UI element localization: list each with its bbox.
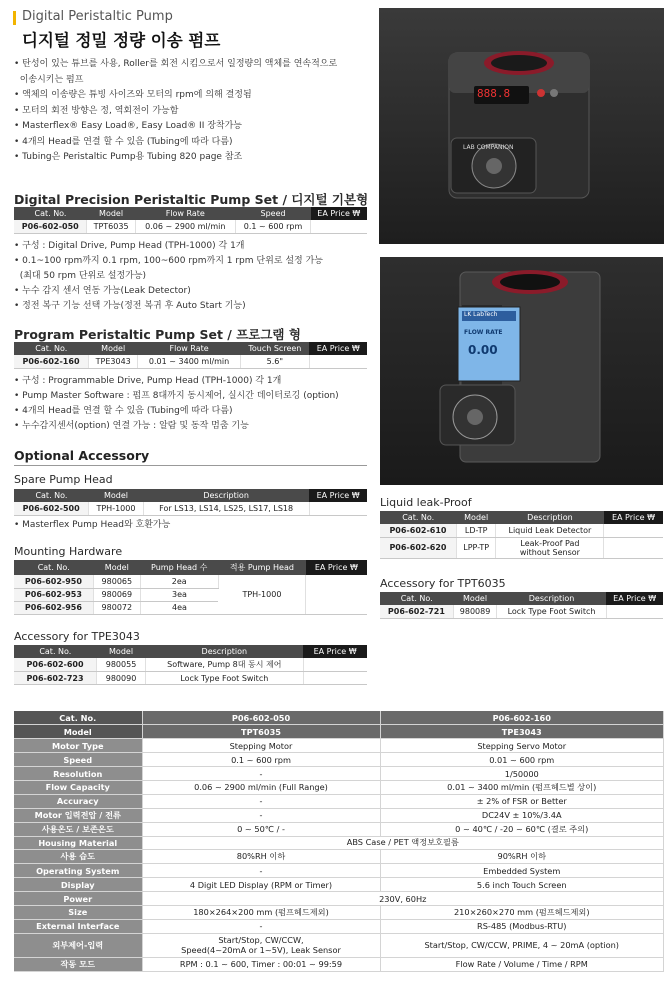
table-cell	[604, 537, 663, 558]
spec-value: Embedded System	[380, 864, 664, 878]
column-header: 적용 Pump Head	[218, 560, 306, 575]
column-header: Pump Head 수	[140, 560, 218, 575]
spec-value: 0 ~ 50℃ / -	[142, 822, 380, 836]
table-row	[14, 575, 367, 588]
table-cell	[606, 605, 663, 618]
column-header: Model	[453, 592, 496, 605]
spec-label: Size	[14, 905, 142, 919]
column-header: Cat. No.	[14, 207, 87, 220]
table-cell: 980090	[97, 672, 146, 685]
table-cell	[309, 355, 367, 368]
table-cell	[604, 524, 663, 537]
spec-value: P06-602-160	[380, 711, 664, 725]
spec-value: RPM : 0.1 ~ 600, Timer : 00:01 ~ 99:59	[142, 957, 380, 971]
spec-value: 210×260×270 mm (펌프헤드제외)	[380, 905, 664, 919]
device1-brand: LAB COMPANION	[463, 144, 514, 151]
spec-table	[14, 711, 664, 972]
page-subtitle: Digital Peristaltic Pump	[22, 9, 173, 24]
bullet-line: • 4개의 Head를 연결 할 수 있음 (Tubing에 따라 다름)	[14, 406, 233, 416]
column-header: Cat. No.	[14, 645, 97, 658]
table-row	[14, 658, 367, 672]
spec-row	[14, 892, 664, 906]
spec-label: Resolution	[14, 767, 142, 781]
table-cell	[303, 658, 367, 672]
table-cell: 980072	[93, 601, 140, 614]
table-cell: TPT6035	[87, 220, 135, 233]
table-cell: P06-602-500	[14, 502, 89, 515]
table-row	[14, 355, 367, 368]
spec-label: Housing Material	[14, 836, 142, 850]
spec-value: -	[142, 919, 380, 933]
table-cell: 0.06 ~ 2900 ml/min	[135, 220, 235, 233]
spec-value: 90%RH 이하	[380, 850, 664, 864]
intro-bullets	[14, 57, 369, 166]
table-cell: 980065	[93, 575, 140, 588]
table-row	[14, 220, 367, 233]
spec-label: Power	[14, 892, 142, 906]
bullet-line: 이송시키는 펌프	[14, 74, 84, 85]
table-cell: P06-602-953	[14, 588, 93, 601]
table-cell: P06-602-620	[380, 537, 456, 558]
spec-label: Accuracy	[14, 794, 142, 808]
spare-note: • Masterflex Pump Head와 호환가능	[14, 520, 171, 530]
spec-value: 0.01 ~ 3400 ml/min (펌프헤드별 상이)	[380, 780, 664, 794]
bullet-line: • 액체의 이송량은 튜빙 사이즈와 모터의 rpm에 의해 결정됨	[14, 90, 252, 100]
column-header: EA Price ₩	[606, 592, 663, 605]
spec-value: TPT6035	[142, 725, 380, 739]
spec-row	[14, 711, 664, 725]
spec-label: Flow Capacity	[14, 780, 142, 794]
table-cell	[311, 220, 367, 233]
spec-label: 작동 모드	[14, 957, 142, 971]
spec-value: 180×264×200 mm (펌프헤드제외)	[142, 905, 380, 919]
table-cell: Liquid Leak Detector	[496, 524, 604, 537]
table-cell: P06-602-723	[14, 672, 97, 685]
program-set-bullets	[14, 374, 339, 434]
spec-value: -	[142, 767, 380, 781]
spec-label: 사용온도 / 보존온도	[14, 822, 142, 836]
table-cell: Lock Type Foot Switch	[497, 605, 607, 618]
spec-value: Stepping Motor	[142, 739, 380, 753]
spec-value: P06-602-050	[142, 711, 380, 725]
device1-display: 888.8	[477, 87, 511, 100]
column-header: Model	[456, 511, 495, 524]
spec-value: 0.06 ~ 2900 ml/min (Full Range)	[142, 780, 380, 794]
spec-row	[14, 739, 664, 753]
program-set-title: Program Peristaltic Pump Set / 프로그램 형	[14, 327, 301, 342]
table-cell: Leak-Proof Pad without Sensor	[496, 537, 604, 558]
spec-value: 80%RH 이하	[142, 850, 380, 864]
spec-row	[14, 822, 664, 836]
table-cell: P06-602-050	[14, 220, 87, 233]
table-row	[14, 672, 367, 685]
table-cell	[303, 672, 367, 685]
column-header: Cat. No.	[380, 592, 453, 605]
column-header: EA Price ₩	[309, 342, 367, 355]
table-cell: LD-TP	[456, 524, 495, 537]
table-cell: Software, Pump 8대 동시 제어	[145, 658, 303, 672]
spec-row	[14, 850, 664, 864]
column-header: Cat. No.	[14, 560, 93, 575]
table-cell: P06-602-160	[14, 355, 89, 368]
spec-value: -	[142, 808, 380, 822]
spec-label: 외부제어-입력	[14, 933, 142, 957]
spec-row	[14, 864, 664, 878]
table-cell: TPE3043	[89, 355, 138, 368]
spec-value: 1/50000	[380, 767, 664, 781]
bullet-line: • Pump Master Software : 펌프 8대까지 동시제어, 실시간 데이터로깅 (option)	[14, 391, 339, 401]
column-header: Flow Rate	[135, 207, 235, 220]
column-header: Model	[89, 489, 143, 502]
optional-divider	[14, 465, 367, 466]
table-cell: For LS13, LS14, LS25, LS17, LS18	[143, 502, 309, 515]
spec-row	[14, 957, 664, 971]
column-header: EA Price ₩	[309, 489, 367, 502]
spec-row	[14, 767, 664, 781]
bullet-line: • 모터의 회전 방향은 정, 역회전이 가능함	[14, 105, 179, 116]
spec-table-wrap	[14, 711, 664, 972]
spec-value: DC24V ± 10%/3.4A	[380, 808, 664, 822]
spec-value: RS-485 (Modbus-RTU)	[380, 919, 664, 933]
digital-set-title: Digital Precision Peristaltic Pump Set / 디지털 기본형	[14, 192, 369, 207]
bullet-line: • 탄성이 있는 튜브를 사용, Roller를 회전 시킴으로서 일정량의 액체를 연속적으로	[14, 59, 338, 69]
spec-label: Speed	[14, 753, 142, 767]
bullet-line: • 누수감지센서(option) 연결 가능 : 알람 및 동작 멈춤 기능	[14, 421, 249, 431]
column-header: EA Price ₩	[306, 560, 367, 575]
column-header: Cat. No.	[14, 342, 89, 355]
table-cell: 980055	[97, 658, 146, 672]
shared-pump-head-cell: TPH-1000	[218, 575, 306, 614]
table-cell: 5.6"	[240, 355, 309, 368]
spec-label: 사용 습도	[14, 850, 142, 864]
column-header: EA Price ₩	[604, 511, 663, 524]
mounting-title: Mounting Hardware	[14, 545, 123, 558]
optional-title: Optional Accessory	[14, 448, 150, 463]
bullet-line: • 4개의 Head를 연결 할 수 있음 (Tubing에 따라 다름)	[14, 136, 233, 147]
table-cell: 3ea	[140, 588, 218, 601]
spare-title: Spare Pump Head	[14, 473, 113, 486]
spec-row	[14, 933, 664, 957]
spec-label: Motor Type	[14, 739, 142, 753]
program-set-table	[14, 342, 367, 369]
bullet-line: (최대 50 rpm 단위로 설정가능)	[14, 271, 147, 281]
pump-illustration-2	[380, 257, 663, 485]
bullet-line: • 구성 : Programmable Drive, Pump Head (TPH-1000) 각 1개	[14, 376, 282, 386]
spec-row	[14, 919, 664, 933]
table-cell	[309, 502, 367, 515]
column-header: Cat. No.	[14, 489, 89, 502]
spec-label: Motor 입력전압 / 전류	[14, 808, 142, 822]
table-cell: P06-602-950	[14, 575, 93, 588]
digital-set-table	[14, 207, 367, 234]
table-row	[380, 524, 663, 537]
column-header: Description	[145, 645, 303, 658]
table-cell: P06-602-610	[380, 524, 456, 537]
page-title: 디지털 정밀 정량 이송 펌프	[22, 31, 221, 50]
table-row	[14, 502, 367, 515]
leak-table	[380, 511, 663, 559]
column-header: Speed	[235, 207, 310, 220]
table-cell: LPP-TP	[456, 537, 495, 558]
table-cell: Lock Type Foot Switch	[145, 672, 303, 685]
column-header: Model	[87, 207, 135, 220]
table-row	[380, 537, 663, 558]
bullet-line: • 0.1~100 rpm까지 0.1 rpm, 100~600 rpm까지 1 rpm 단위로 설정 가능	[14, 256, 323, 266]
tpe-accessory-title: Accessory for TPE3043	[14, 630, 140, 643]
spec-row	[14, 780, 664, 794]
leak-title: Liquid leak-Proof	[380, 496, 472, 509]
product-image-tpe3043	[380, 257, 663, 485]
spec-row	[14, 753, 664, 767]
bullet-line: • 정전 복구 기능 선택 가능(정전 복귀 후 Auto Start 기능)	[14, 301, 246, 311]
bullet-line: • Tubing은 Peristaltic Pump용 Tubing 820 page 참조	[14, 152, 243, 162]
spec-row	[14, 836, 664, 850]
price-cell	[306, 575, 367, 614]
table-cell: P06-602-600	[14, 658, 97, 672]
column-header: Touch Screen	[240, 342, 309, 355]
table-cell: P06-602-721	[380, 605, 453, 618]
spec-label: External Interface	[14, 919, 142, 933]
column-header: Description	[143, 489, 309, 502]
spec-row	[14, 725, 664, 739]
spec-label: Operating System	[14, 864, 142, 878]
spec-value: 0.1 ~ 600 rpm	[142, 753, 380, 767]
spec-value: 0.01 ~ 600 rpm	[380, 753, 664, 767]
column-header: Cat. No.	[380, 511, 456, 524]
spec-value: -	[142, 864, 380, 878]
table-cell: 980089	[453, 605, 496, 618]
column-header: EA Price ₩	[303, 645, 367, 658]
spec-value: 4 Digit LED Display (RPM or Timer)	[142, 878, 380, 892]
column-header: EA Price ₩	[311, 207, 367, 220]
spec-value: ABS Case / PET 액정보호필름	[142, 836, 664, 850]
device2-brand: LK LabTech	[464, 311, 498, 318]
mounting-table	[14, 560, 367, 615]
spec-value: 5.6 inch Touch Screen	[380, 878, 664, 892]
column-header: Model	[97, 645, 146, 658]
table-cell: 2ea	[140, 575, 218, 588]
bullet-line: • 누수 감지 센서 연동 가능(Leak Detector)	[14, 286, 191, 296]
spec-value: 230V, 60Hz	[142, 892, 664, 906]
tpe-accessory-table	[14, 645, 367, 685]
table-row	[380, 605, 663, 618]
spec-row	[14, 808, 664, 822]
table-cell: 0.01 ~ 3400 ml/min	[138, 355, 240, 368]
bullet-line: • Masterflex® Easy Load®, Easy Load® II 장착가능	[14, 121, 243, 131]
title-accent-bar	[13, 11, 16, 25]
tpt-accessory-title: Accessory for TPT6035	[380, 577, 506, 590]
table-cell: TPH-1000	[89, 502, 143, 515]
table-cell: 980069	[93, 588, 140, 601]
table-cell: 0.1 ~ 600 rpm	[235, 220, 310, 233]
device2-screen-value: 0.00	[468, 343, 498, 357]
column-header: Description	[496, 511, 604, 524]
spec-label: Display	[14, 878, 142, 892]
spec-value: Start/Stop, CW/CCW, Speed(4~20mA or 1~5V), Leak Sensor	[142, 933, 380, 957]
bullet-line: • 구성 : Digital Drive, Pump Head (TPH-1000) 각 1개	[14, 241, 245, 251]
spec-value: Start/Stop, CW/CCW, PRIME, 4 ~ 20mA (option)	[380, 933, 664, 957]
column-header: Model	[89, 342, 138, 355]
device2-screen-title: FLOW RATE	[464, 329, 503, 336]
spare-table	[14, 489, 367, 516]
spec-row	[14, 794, 664, 808]
spec-value: 0 ~ 40℃ / -20 ~ 60℃ (결로 주의)	[380, 822, 664, 836]
spec-value: Stepping Servo Motor	[380, 739, 664, 753]
spec-row	[14, 878, 664, 892]
spec-value: -	[142, 794, 380, 808]
pump-illustration-1	[379, 8, 664, 244]
table-cell: P06-602-956	[14, 601, 93, 614]
spec-label: Model	[14, 725, 142, 739]
tpt-accessory-table	[380, 592, 663, 619]
table-cell: 4ea	[140, 601, 218, 614]
spec-value: Flow Rate / Volume / Time / RPM	[380, 957, 664, 971]
column-header: Model	[93, 560, 140, 575]
column-header: Description	[497, 592, 607, 605]
spec-value: ± 2% of FSR or Better	[380, 794, 664, 808]
digital-set-bullets	[14, 239, 323, 314]
column-header: Flow Rate	[138, 342, 240, 355]
spec-label: Cat. No.	[14, 711, 142, 725]
spec-value: TPE3043	[380, 725, 664, 739]
product-image-tpt6035	[379, 8, 664, 244]
spec-row	[14, 905, 664, 919]
